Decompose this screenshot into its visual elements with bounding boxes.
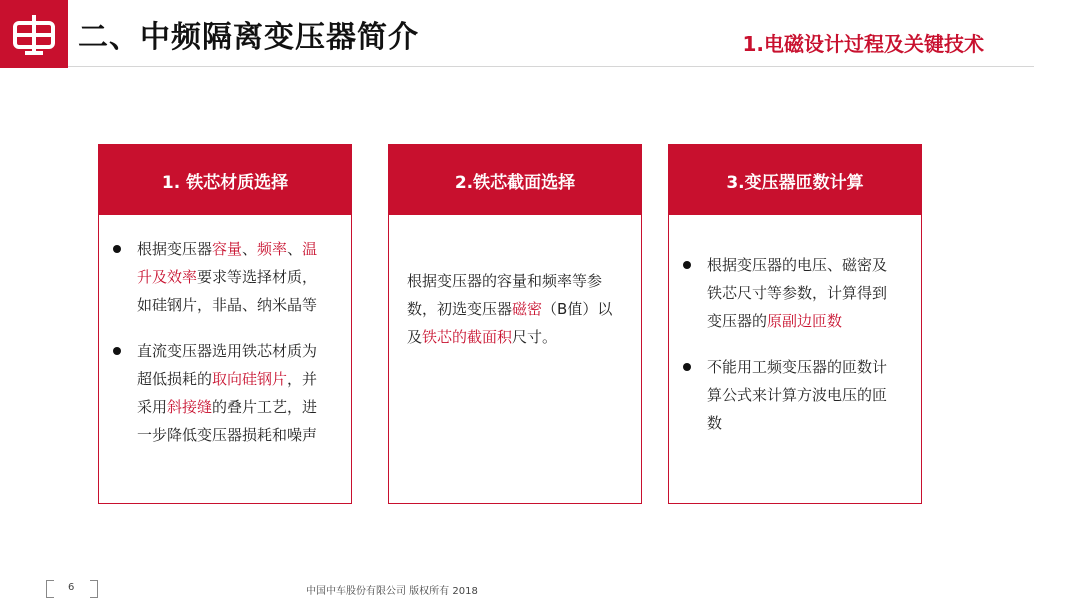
bullet-text (707, 251, 901, 335)
highlight-text: 铁芯的截面积 (422, 328, 513, 346)
highlight-text: 频率 (257, 240, 288, 258)
highlight-text: 磁密 (512, 300, 543, 318)
card-title: 1. 铁芯材质选择 (99, 145, 351, 215)
card-core-material (98, 144, 352, 504)
bullet-text (137, 235, 331, 319)
card-title: 2.铁芯截面选择 (389, 145, 641, 215)
text-segment: 根据变压器 (137, 240, 213, 258)
card-core-section (388, 144, 642, 504)
highlight-text: 取向硅钢片 (212, 370, 288, 388)
text-segment: 不能用工频变压器的匝数计算公式来计算方波电压的匝数 (707, 358, 888, 432)
highlight-text: 温升及效率 (137, 240, 318, 286)
card-paragraph (389, 215, 641, 351)
section-subtitle: 1.电磁设计过程及关键技术 (742, 32, 984, 56)
card-body (669, 215, 921, 437)
page-title: 二、中频隔离变压器简介 (78, 20, 419, 55)
page-bracket-right (90, 580, 98, 598)
page-bracket-left (46, 580, 54, 598)
highlight-text: 斜接缝 (167, 398, 213, 416)
text-segment: （B值）以及 (407, 300, 613, 346)
text-segment: 直流变压器选用铁芯材质为超低损耗的 (137, 342, 318, 388)
text-segment: 的叠片工艺，进一步降低变压器损耗和噪声 (137, 398, 318, 444)
bullet-text (137, 337, 331, 449)
text-segment: 根据变压器的电压、磁密及铁芯尺寸等参数，计算得到变压器的 (707, 256, 888, 330)
card-title: 3.变压器匝数计算 (669, 145, 921, 215)
text-segment: 根据变压器的容量和频率等参数，初选变压器 (407, 272, 603, 318)
card-body (99, 215, 351, 449)
list-item (113, 235, 331, 319)
text-segment: 要求等选择材质，如硅钢片，非晶、纳米晶等 (137, 268, 318, 314)
crrc-logo-icon (11, 11, 57, 57)
bullet-icon (113, 347, 121, 355)
card-turns-calculation (668, 144, 922, 504)
list-item (683, 353, 901, 437)
text-segment: ，并采用 (137, 370, 318, 416)
header-divider (68, 66, 1034, 67)
bullet-text (707, 353, 901, 437)
list-item (113, 337, 331, 449)
list-item (683, 251, 901, 335)
copyright-text: 中国中车股份有限公司 版权所有 2018 (306, 586, 478, 597)
text-segment: 、 (242, 240, 258, 258)
page-number: 6 (68, 582, 75, 593)
company-logo (0, 0, 68, 68)
highlight-text: 原副边匝数 (767, 312, 843, 330)
text-segment: 、 (287, 240, 303, 258)
highlight-text: 容量 (212, 240, 243, 258)
bullet-icon (683, 363, 691, 371)
bullet-icon (683, 261, 691, 269)
bullet-icon (113, 245, 121, 253)
text-segment: 尺寸。 (512, 328, 558, 346)
